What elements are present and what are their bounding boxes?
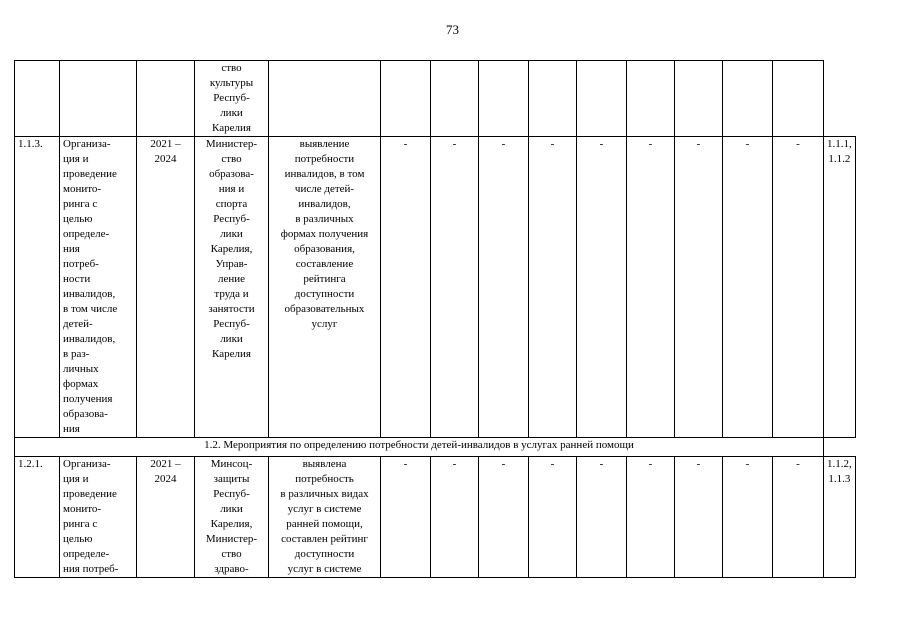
- cell-result: [269, 457, 381, 578]
- cell-value: -: [381, 137, 431, 438]
- cell-title: [60, 61, 137, 137]
- cell-num: 1.2.1.: [15, 457, 60, 578]
- title-text: Организа- ция и проведение монито- ринга с целью определе- ния потреб- ности инвалидов, в том числе детей- инвалидов, в раз- личных формах получения образова- ния: [63, 138, 118, 435]
- cell-result: [269, 61, 381, 137]
- cell-result: [269, 137, 381, 438]
- cell-executor: [195, 137, 269, 438]
- cell-value: -: [479, 457, 529, 578]
- cell-value: [381, 61, 431, 137]
- cell-value: [627, 61, 675, 137]
- years-text: 2021 – 2024: [150, 458, 181, 485]
- cell-value: -: [773, 137, 824, 438]
- cell-executor: [195, 457, 269, 578]
- cell-years: [137, 457, 195, 578]
- cell-num: [15, 61, 60, 137]
- cell-value: -: [431, 457, 479, 578]
- cell-value: -: [723, 457, 773, 578]
- cell-value: -: [627, 457, 675, 578]
- executor-text: Министер- ство образова- ния и спорта Респуб- лики Карелия, Управ- ление труда и занятости Респуб- лики Карелия: [205, 138, 258, 360]
- executor-text: ство культуры Респуб- лики Карелия: [209, 62, 254, 134]
- cell-value: [577, 61, 627, 137]
- cell-value: -: [675, 457, 723, 578]
- page-number: 73: [446, 22, 459, 37]
- cell-value: -: [577, 137, 627, 438]
- executor-text: Минсоц- защиты Респуб- лики Карелия, Министер- ство здраво-: [205, 458, 258, 575]
- cell-value: [723, 61, 773, 137]
- cell-indicators: [824, 457, 856, 578]
- result-text: выявление потребности инвалидов, в том числе детей- инвалидов, в различных формах получения образования, составление рейтинга доступности образовательных услуг: [280, 138, 369, 330]
- indicators-text: 1.1.2, 1.1.3: [827, 458, 852, 485]
- cell-years: [137, 61, 195, 137]
- table-row-1-1-3: [15, 137, 856, 438]
- cell-title: [60, 137, 137, 438]
- table-row-continuation: [15, 61, 856, 137]
- result-text: выявлена потребность в различных видах услуг в системе ранней помощи, составлен рейтинг доступности услуг в системе: [280, 458, 369, 575]
- cell-indicators: [773, 61, 824, 137]
- cell-value: [431, 61, 479, 137]
- cell-value: -: [381, 457, 431, 578]
- measures-table: [14, 60, 856, 578]
- section-title: 1.2. Мероприятия по определению потребности детей-инвалидов в услугах ранней помощи: [15, 438, 824, 457]
- cell-indicators: [824, 137, 856, 438]
- cell-years: [137, 137, 195, 438]
- cell-value: [675, 61, 723, 137]
- cell-executor: [195, 61, 269, 137]
- section-header-row: [15, 438, 856, 457]
- cell-value: -: [529, 457, 577, 578]
- cell-value: -: [431, 137, 479, 438]
- cell-value: [479, 61, 529, 137]
- cell-value: -: [627, 137, 675, 438]
- cell-value: -: [479, 137, 529, 438]
- cell-value: -: [577, 457, 627, 578]
- title-text: Организа- ция и проведение монито- ринга с целью определе- ния потреб-: [63, 458, 119, 575]
- cell-value: -: [773, 457, 824, 578]
- cell-value: [529, 61, 577, 137]
- indicators-text: 1.1.1, 1.1.2: [827, 138, 852, 165]
- cell-title: [60, 457, 137, 578]
- cell-value: -: [529, 137, 577, 438]
- years-text: 2021 – 2024: [150, 138, 181, 165]
- cell-value: -: [723, 137, 773, 438]
- cell-value: -: [675, 137, 723, 438]
- cell-num: 1.1.3.: [15, 137, 60, 438]
- table-row-1-2-1: [15, 457, 856, 578]
